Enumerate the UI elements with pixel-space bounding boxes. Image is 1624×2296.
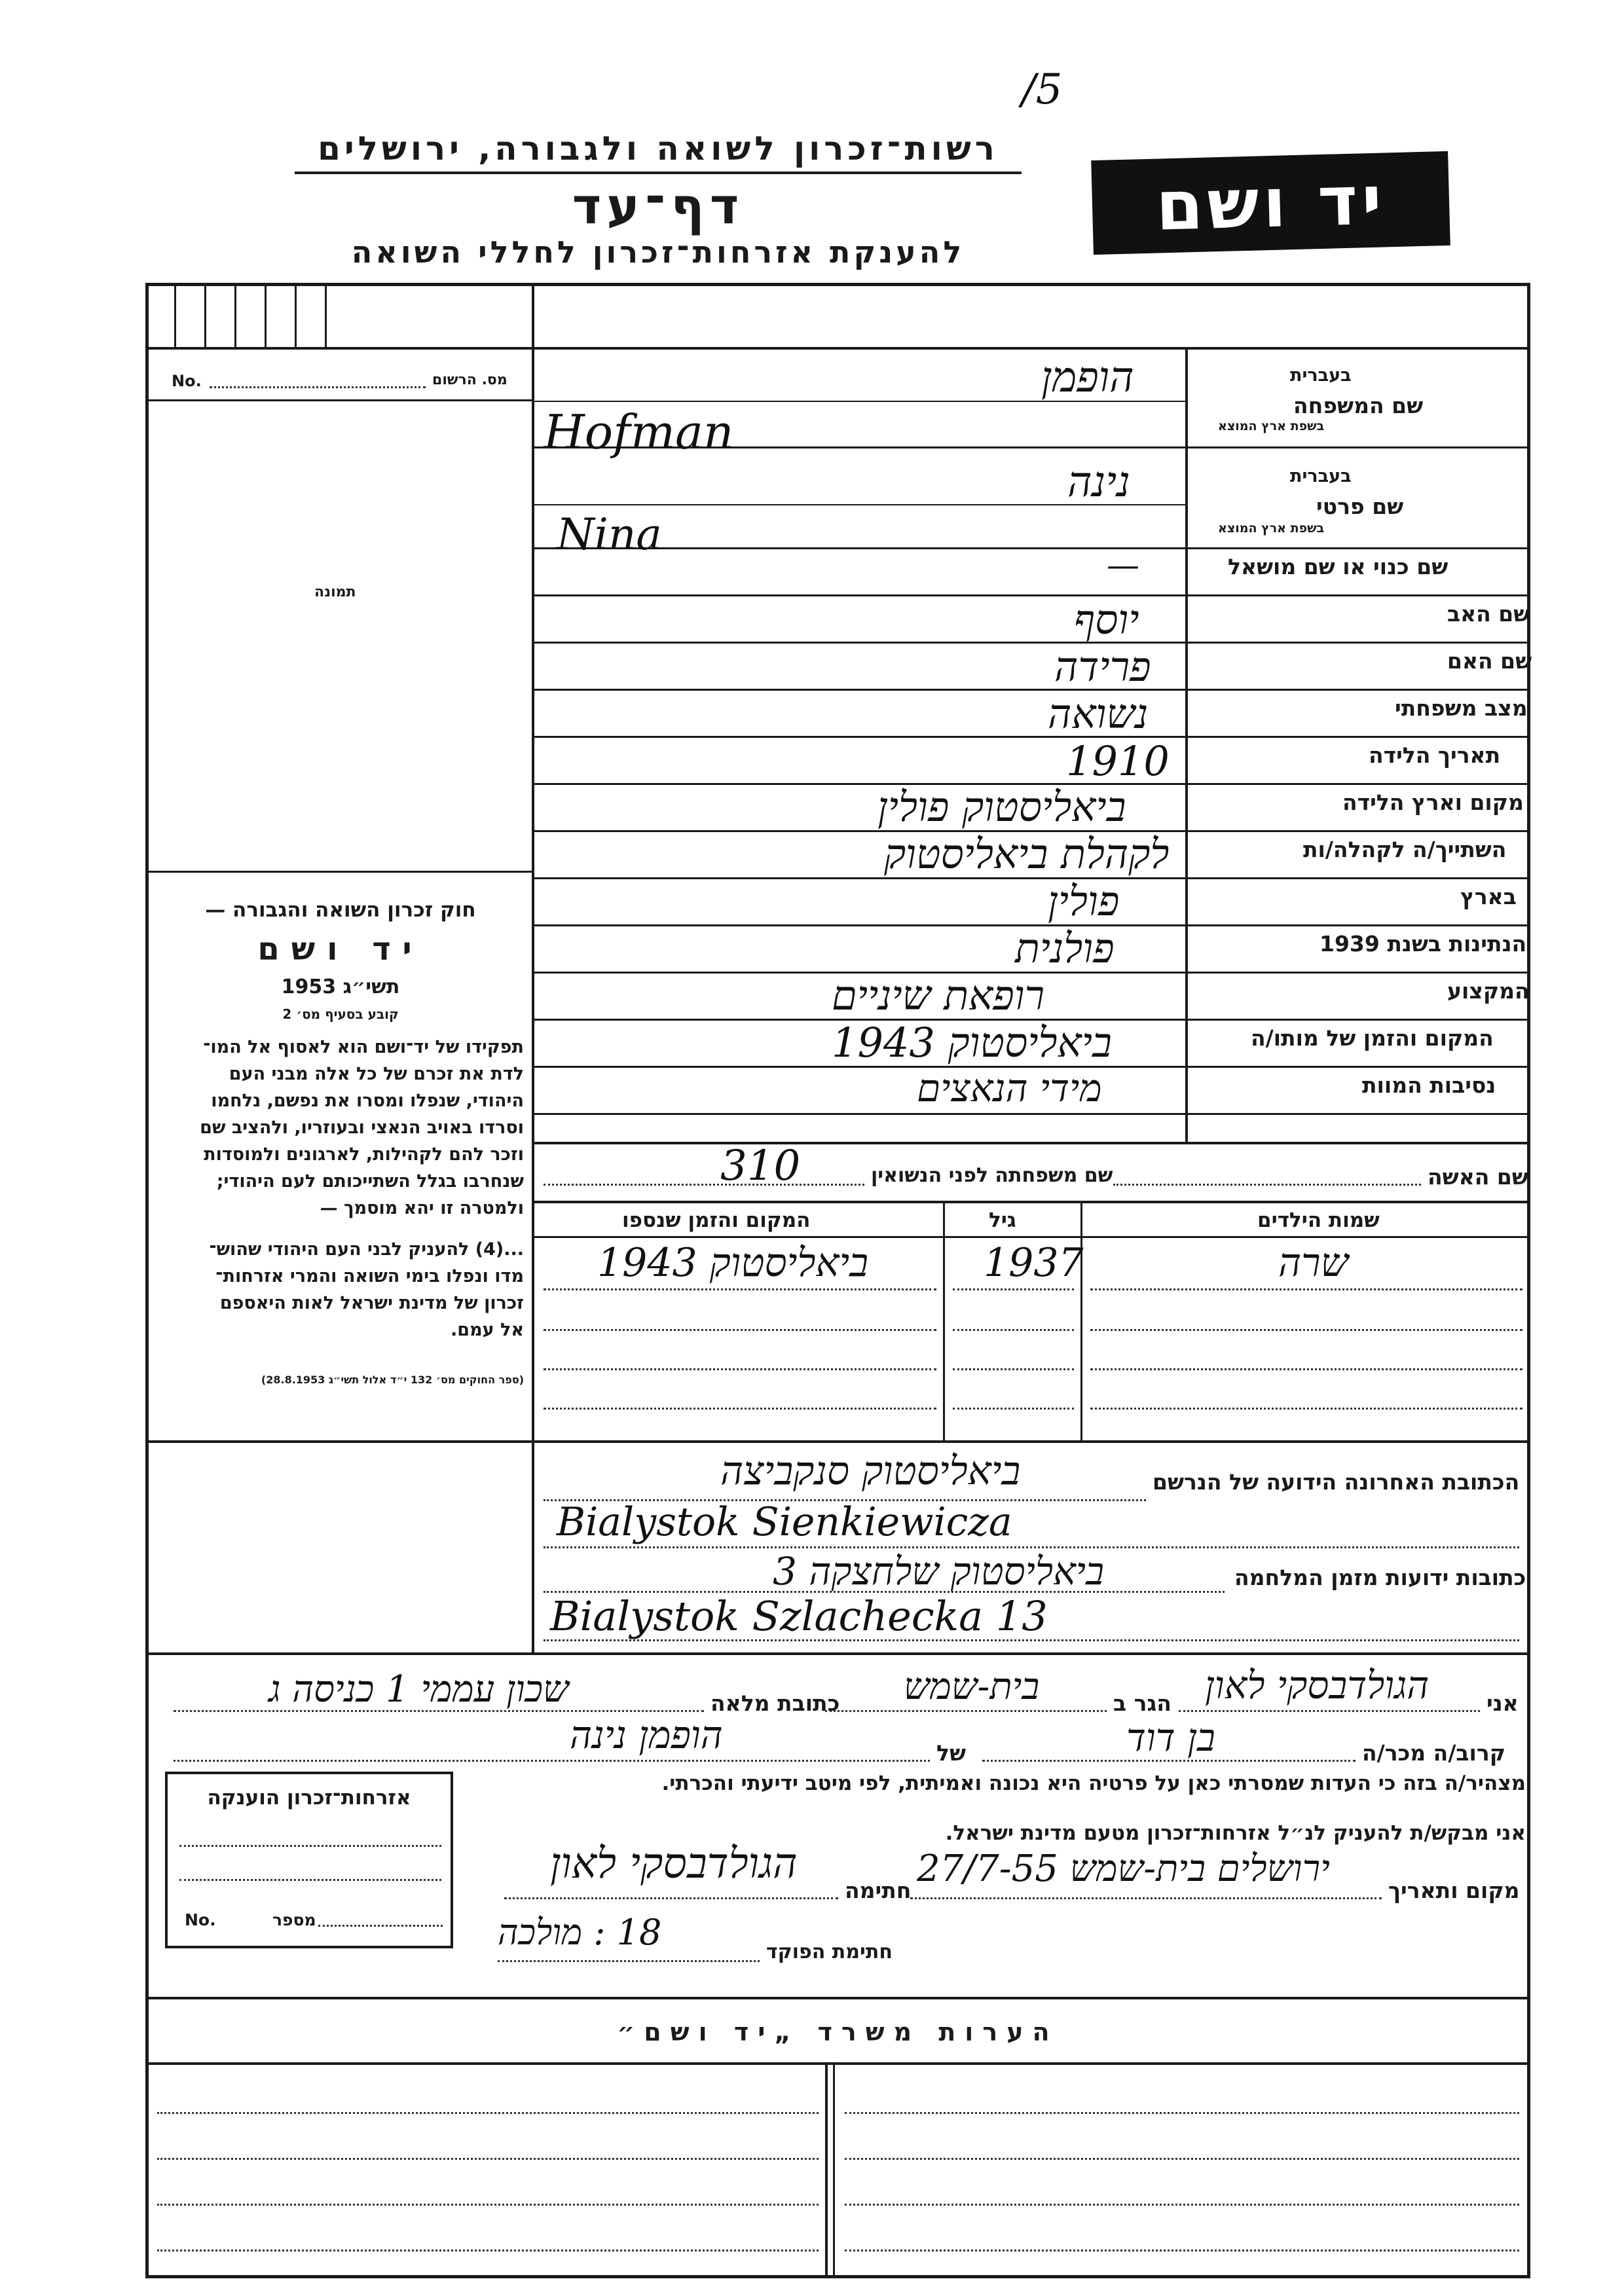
authority-underline: [295, 172, 1022, 174]
declarant-name-value: הגולדבסקי לאון: [1205, 1663, 1430, 1707]
last-address-label: הכתובת האחרונה הידועה של הנרשם: [1153, 1469, 1520, 1495]
children-dots: [1090, 1288, 1522, 1290]
logo-text: יד ושם: [1154, 160, 1387, 246]
children-dots: [953, 1368, 1074, 1370]
birth-place-value: ביאליסטוק פולין: [877, 783, 1126, 831]
remarks-dots: [157, 2112, 819, 2114]
children-dots: [1090, 1329, 1522, 1331]
spouse-label: שם האשה: [1428, 1164, 1528, 1190]
marital-status-value: נשואה: [1048, 690, 1149, 738]
form-subtitle: להענקת אזרחות־זכרון לחללי השואה: [351, 234, 965, 270]
war-address-hebrew: ביאליסטוק שלחצקה 3: [773, 1549, 1104, 1594]
declaration-statement: מצהיר/ה בזה כי העדות שמסרתי כאן על פרטיה היא נכונה ואמיתית, לפי מיטב ידיעתי והכרתי.: [661, 1772, 1526, 1795]
remarks-top-line: [145, 1997, 1530, 1999]
row-sep: [532, 689, 1530, 691]
reg-no-label: No.: [172, 372, 202, 390]
photo-box-bottom: [145, 871, 533, 873]
reg-line: [145, 399, 533, 401]
citizenship-box-title: אזרחות־זכרון הוענקה: [207, 1786, 411, 1810]
law-section: קובע בסעיף מס׳ 2: [282, 1006, 399, 1022]
family-name-sub-local: בשפת ארץ המוצא: [1218, 419, 1325, 433]
citizenship-box-dots: [179, 1845, 441, 1847]
relative-of-label: של: [936, 1740, 966, 1766]
law-reference: (ספר החוקים מס׳ 132 י״ד אלול תשי״ג 28.8.1953): [261, 1374, 524, 1386]
father-name-value: יוסף: [1074, 596, 1139, 644]
row-sep: [532, 594, 1530, 596]
spouse-dots: [1113, 1184, 1421, 1186]
label-column-divider-2: [1185, 350, 1188, 1142]
remarks-dots: [157, 2250, 819, 2251]
children-dots: [953, 1329, 1074, 1331]
remarks-col-sep: [825, 2062, 828, 2278]
children-dots: [544, 1288, 936, 1290]
citizenship-request: אני מבקש/ת להעניק לנ״ל אזרחות־זכרון מטעם מדינת ישראל.: [945, 1821, 1526, 1845]
children-row: [532, 1332, 1530, 1364]
child-age: 1937: [984, 1240, 1084, 1286]
law-title: חוק זכרון השואה והגבורה —: [205, 898, 476, 922]
mother-name-value: פרידה: [1054, 643, 1151, 691]
community-label: השתייך/ה לקהלה/ות: [1303, 837, 1507, 862]
reg-label: מס. הרשום: [432, 372, 507, 388]
photo-label: תמונה: [314, 584, 356, 600]
children-dots: [1090, 1368, 1522, 1370]
row-sep: [532, 547, 1530, 549]
law-name: יד ושם: [257, 931, 424, 968]
profession-label: המקצוע: [1447, 978, 1530, 1004]
children-dots: [953, 1288, 1074, 1290]
children-dots: [953, 1408, 1074, 1410]
remarks-header-line: [145, 2062, 1530, 2065]
law-year: תשי״ג 1953: [281, 975, 400, 998]
row-sep: [532, 1142, 1530, 1144]
death-circumstances-value: מידי הנאצים: [917, 1066, 1102, 1110]
page-mark: /5: [1022, 65, 1063, 114]
child-name: שרה: [1278, 1240, 1349, 1286]
spouse-value: 310: [720, 1142, 801, 1190]
official-signature-dots: [498, 1960, 760, 1962]
place-date-label: מקום ותאריך: [1388, 1878, 1520, 1903]
law-text-line: מדו ונפלו בימי השואה והמרי אזרחות־: [215, 1266, 524, 1286]
citizenship-number-dots: [318, 1925, 443, 1927]
children-dots: [544, 1408, 936, 1410]
place-date-dots: [910, 1897, 1382, 1899]
mother-name-label: שם האם: [1447, 648, 1532, 674]
yad-vashem-logo: [1091, 151, 1450, 255]
children-row: [532, 1239, 1530, 1287]
law-text-line: אל עמם.: [451, 1320, 524, 1340]
declarant-signature: הגולדבסקי לאון: [550, 1840, 798, 1888]
last-address-dots-2: [544, 1546, 1519, 1548]
strip-cell-1: [174, 283, 176, 347]
spouse-row-bottom: [532, 1201, 1530, 1203]
remarks-dots: [845, 2112, 1519, 2114]
signature-dots: [504, 1897, 838, 1899]
children-names-header: שמות הילדים: [1257, 1209, 1380, 1232]
declarant-living-label: הגר ב: [1113, 1690, 1172, 1716]
signature-label: חתימה: [845, 1878, 912, 1903]
remarks-col-sep-2: [833, 2062, 835, 2278]
remarks-dots: [845, 2250, 1519, 2251]
nickname-value: —: [1107, 546, 1139, 584]
row-sep: [532, 642, 1530, 644]
spouse-maiden-dots: [544, 1184, 864, 1186]
war-address-dots-2: [544, 1639, 1519, 1641]
children-header-line: [532, 1236, 1530, 1238]
family-name-sub-hebrew: בעברית: [1290, 365, 1352, 386]
last-address-hebrew: ביאליסטוק סנקביצה: [720, 1448, 1021, 1494]
relation-dots: [982, 1760, 1356, 1762]
father-name-label: שם האב: [1447, 601, 1530, 627]
children-dots: [544, 1368, 936, 1370]
death-circumstances-label: נסיבות המוות: [1362, 1072, 1496, 1098]
remarks-title: הערות משרד „יד ושם״: [617, 2018, 1059, 2047]
family-name-local-value: Hofman: [544, 405, 734, 460]
citizenship-granted-box: [165, 1772, 453, 1948]
first-name-hebrew-value: נינה: [1067, 458, 1130, 507]
citizenship-box-dots: [179, 1879, 441, 1881]
relation-value: בן דוד: [1126, 1715, 1215, 1760]
law-block: [157, 898, 524, 1386]
children-age-header: גיל: [989, 1209, 1016, 1232]
remarks-dots: [157, 2158, 819, 2160]
declarant-address-label: כתובת מלאה: [710, 1690, 840, 1716]
address-left-border: [532, 1443, 534, 1652]
authority-name: רשות־זכרון לשואה ולגבורה, ירושלים: [318, 130, 999, 168]
first-name-label: שם פרטי: [1316, 494, 1404, 519]
law-text-line: תפקידו של יד־ושם הוא לאסוף אל המו־: [203, 1037, 524, 1057]
declarant-name-dots: [1179, 1710, 1480, 1712]
children-place-header: המקום והזמן שנספו: [622, 1209, 811, 1232]
law-text-line: שנחרבו בגלל השתייכותם לעם היהודי;: [216, 1171, 524, 1192]
law-text-line: זכרון של מדינת ישראל לאות היאספם: [219, 1293, 524, 1313]
citizenship-no-label: No.: [185, 1910, 216, 1929]
spouse-maiden-label: שם משפחתה לפני הנשואין: [871, 1164, 1113, 1187]
official-signature-label: חתימת הפוקד: [766, 1941, 893, 1963]
relative-label: קרוב/ה מכר/ה: [1362, 1740, 1505, 1766]
citizenship-number-label: מספר: [272, 1910, 316, 1929]
country-value: פולין: [1048, 877, 1120, 925]
children-row: [532, 1371, 1530, 1404]
death-place-time-value: ביאליסטוק 1943: [832, 1019, 1112, 1066]
strip-cell-5: [295, 283, 297, 347]
death-place-time-label: המקום והזמן של מותו/ה: [1251, 1025, 1494, 1051]
first-name-sub-local: בשפת ארץ המוצא: [1218, 521, 1325, 536]
reg-no-dots: [210, 386, 426, 388]
birth-date-value: 1910: [1066, 737, 1170, 785]
marital-status-label: מצב משפחתי: [1395, 695, 1528, 721]
law-text-line: ...(4) להעניק לבני העם היהודי שהוש־: [209, 1239, 524, 1260]
last-address-local: Bialystok Sienkiewicza: [557, 1499, 1012, 1545]
declarant-address-value: שכון עממי 1 כניסה ג: [268, 1668, 569, 1711]
form-title: דף־עד: [572, 177, 745, 235]
community-value: לקהלת ביאליסטוק: [884, 830, 1170, 878]
row-sep: [532, 1113, 1530, 1115]
family-name-hebrew-value: הופמן: [1041, 354, 1134, 402]
top-strip-line: [145, 347, 1530, 350]
nickname-label: שם כנוי או שם מושאל: [1228, 554, 1449, 579]
remarks-dots: [845, 2158, 1519, 2160]
official-signature-value: 18 : מולכה: [498, 1912, 662, 1953]
law-text-line: ולמטרה זו יהא מוסמך —: [320, 1198, 524, 1218]
children-dots: [544, 1329, 936, 1331]
family-name-label: שם המשפחה: [1293, 393, 1424, 418]
law-text-line: וזכר להם לקהילות, לארגונים ולמוסדות: [204, 1144, 524, 1165]
row-sep: [532, 736, 1530, 738]
children-row: [532, 1291, 1530, 1324]
strip-cell-4: [265, 283, 267, 347]
first-name-local-value: Nina: [557, 509, 662, 560]
war-address-label: כתובות ידועות מזמן המלחמה: [1234, 1565, 1526, 1590]
strip-cell-6: [325, 283, 327, 347]
addresses-bottom: [145, 1652, 1530, 1655]
strip-cell-3: [234, 283, 236, 347]
child-place-time: ביאליסטוק 1943: [597, 1240, 869, 1286]
declarant-city-dots: [825, 1710, 1107, 1712]
citizenship-1939-value: פולנית: [1015, 924, 1115, 972]
strip-cell-2: [204, 283, 206, 347]
declarant-i-label: אני: [1486, 1690, 1519, 1716]
children-dots: [1090, 1408, 1522, 1410]
remarks-dots: [845, 2204, 1519, 2206]
declarant-city-value: בית-שמש: [904, 1666, 1040, 1708]
first-name-sub-hebrew: בעברית: [1290, 466, 1352, 486]
relative-of-dots: [174, 1760, 930, 1762]
birth-date-label: תאריך הלידה: [1369, 742, 1501, 768]
birth-place-label: מקום וארץ הלידה: [1342, 790, 1524, 815]
law-text-line: וסרדו באויב הנאצי ובעוזריו, ולהציב שם: [200, 1118, 524, 1138]
profession-value: רופאת שיניים: [832, 972, 1045, 1019]
relative-of-value: הופמן נינה: [570, 1713, 723, 1757]
war-address-local: Bialystok Szlachecka 13: [550, 1592, 1048, 1640]
children-table-bottom: [145, 1440, 1530, 1443]
country-label: בארץ: [1460, 884, 1517, 909]
remarks-dots: [157, 2204, 819, 2206]
place-date-value: ירושלים בית-שמש 27/7-55: [917, 1848, 1330, 1890]
citizenship-1939-label: הנתינות בשנת 1939: [1320, 931, 1527, 957]
law-text-line: לדת את זכרם של כל אלה מבני העם: [229, 1064, 524, 1084]
law-text-line: היהודי, שנפלו ומסרו את נפשם, נלחמו: [211, 1091, 524, 1111]
